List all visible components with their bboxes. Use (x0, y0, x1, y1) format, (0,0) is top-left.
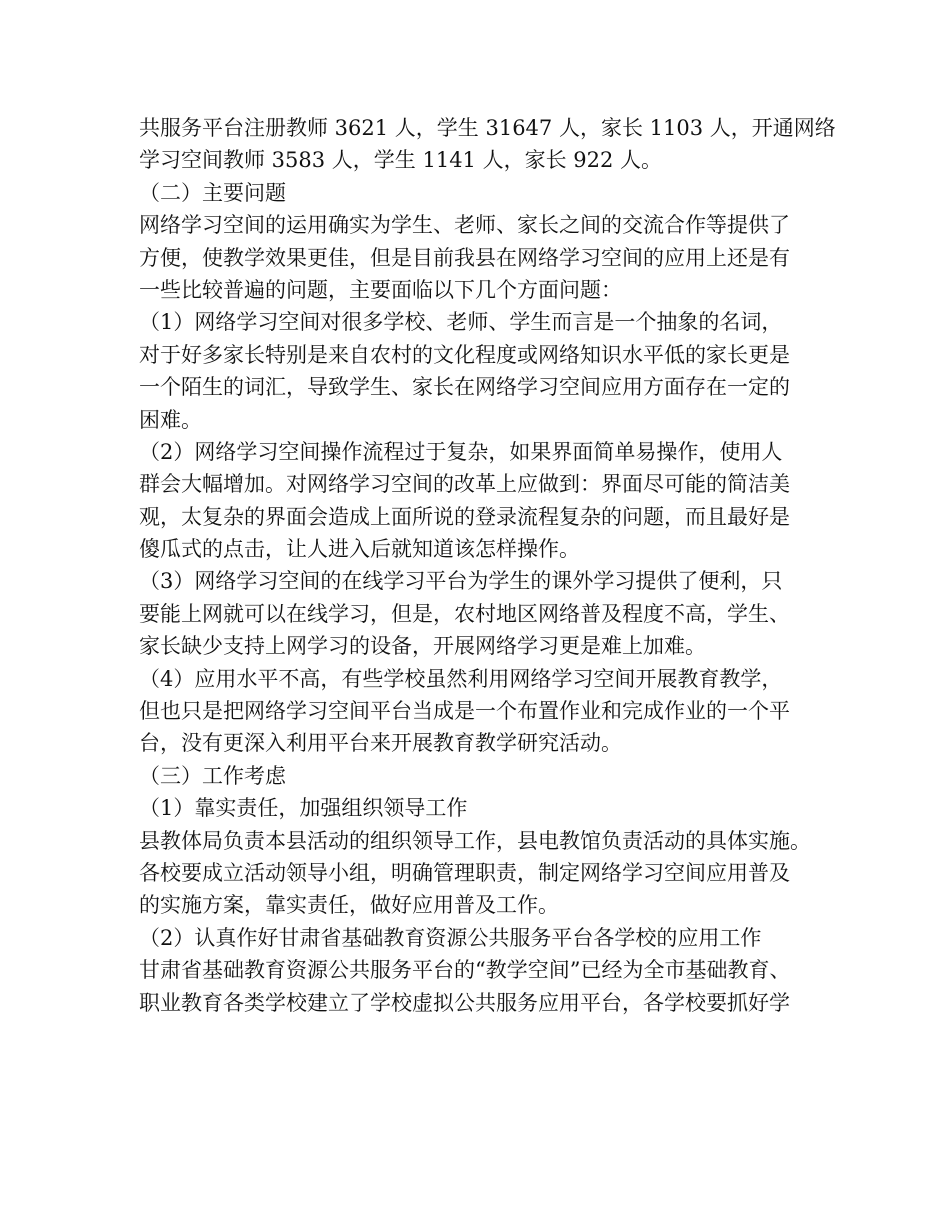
text-line: 困难。 (139, 407, 202, 432)
section-heading: （三）工作考虑 (139, 763, 286, 788)
text-line: 一些比较普遍的问题，主要面临以下几个方面问题： (139, 277, 622, 302)
text-line: （2）网络学习空间操作流程过于复杂，如果界面简单易操作，使用人 (139, 439, 783, 464)
text-line: 学习空间教师 3583 人，学生 1141 人，家长 922 人。 (139, 148, 663, 173)
text-line: 但也只是把网络学习空间平台当成是一个布置作业和完成作业的一个平 (139, 699, 790, 724)
text-line: （3）网络学习空间的在线学习平台为学生的课外学习提供了便利，只 (139, 569, 783, 594)
text-line: 各校要成立活动领导小组，明确管理职责，制定网络学习空间应用普及 (139, 860, 790, 885)
text-line: 观，太复杂的界面会造成上面所说的登录流程复杂的问题，而且最好是 (139, 504, 790, 529)
section-heading: （二）主要问题 (139, 180, 286, 205)
document-body (139, 112, 839, 1019)
subsection-heading: （2）认真作好甘肃省基础教育资源公共服务平台各学校的应用工作 (139, 925, 762, 950)
text-line: 职业教育各类学校建立了学校虚拟公共服务应用平台，各学校要抓好学 (139, 990, 790, 1015)
text-line: （4）应用水平不高，有些学校虽然利用网络学习空间开展教育教学， (139, 666, 783, 691)
text-line: 群会大幅增加。对网络学习空间的改革上应做到：界面尽可能的简洁美 (139, 472, 790, 497)
text-line: 共服务平台注册教师 3621 人，学生 31647 人，家长 1103 人，开通网络 (139, 116, 836, 140)
text-line: 一个陌生的词汇，导致学生、家长在网络学习空间应用方面存在一定的 (139, 375, 790, 400)
text-line: 网络学习空间的运用确实为学生、老师、家长之间的交流合作等提供了 (139, 213, 790, 238)
subsection-heading: （1）靠实责任，加强组织领导工作 (139, 796, 468, 821)
text-line: 甘肃省基础教育资源公共服务平台的“教学空间”已经为全市基础教育、 (139, 958, 791, 983)
text-line: 县教体局负责本县活动的组织领导工作，县电教馆负责活动的具体实施。 (139, 828, 811, 853)
text-line: 要能上网就可以在线学习，但是，农村地区网络普及程度不高，学生、 (139, 601, 790, 626)
text-line: 傻瓜式的点击，让人进入后就知道该怎样操作。 (139, 537, 580, 562)
text-line: 方便，使教学效果更佳，但是目前我县在网络学习空间的应用上还是有 (139, 245, 790, 270)
text-line: 对于好多家长特别是来自农村的文化程度或网络知识水平低的家长更是 (139, 342, 790, 367)
text-line: 家长缺少支持上网学习的设备，开展网络学习更是难上加难。 (139, 634, 706, 659)
text-line: （1）网络学习空间对很多学校、老师、学生而言是一个抽象的名词， (139, 310, 783, 335)
text-line: 台，没有更深入利用平台来开展教育教学研究活动。 (139, 731, 622, 756)
text-line: 的实施方案，靠实责任，做好应用普及工作。 (139, 893, 559, 918)
